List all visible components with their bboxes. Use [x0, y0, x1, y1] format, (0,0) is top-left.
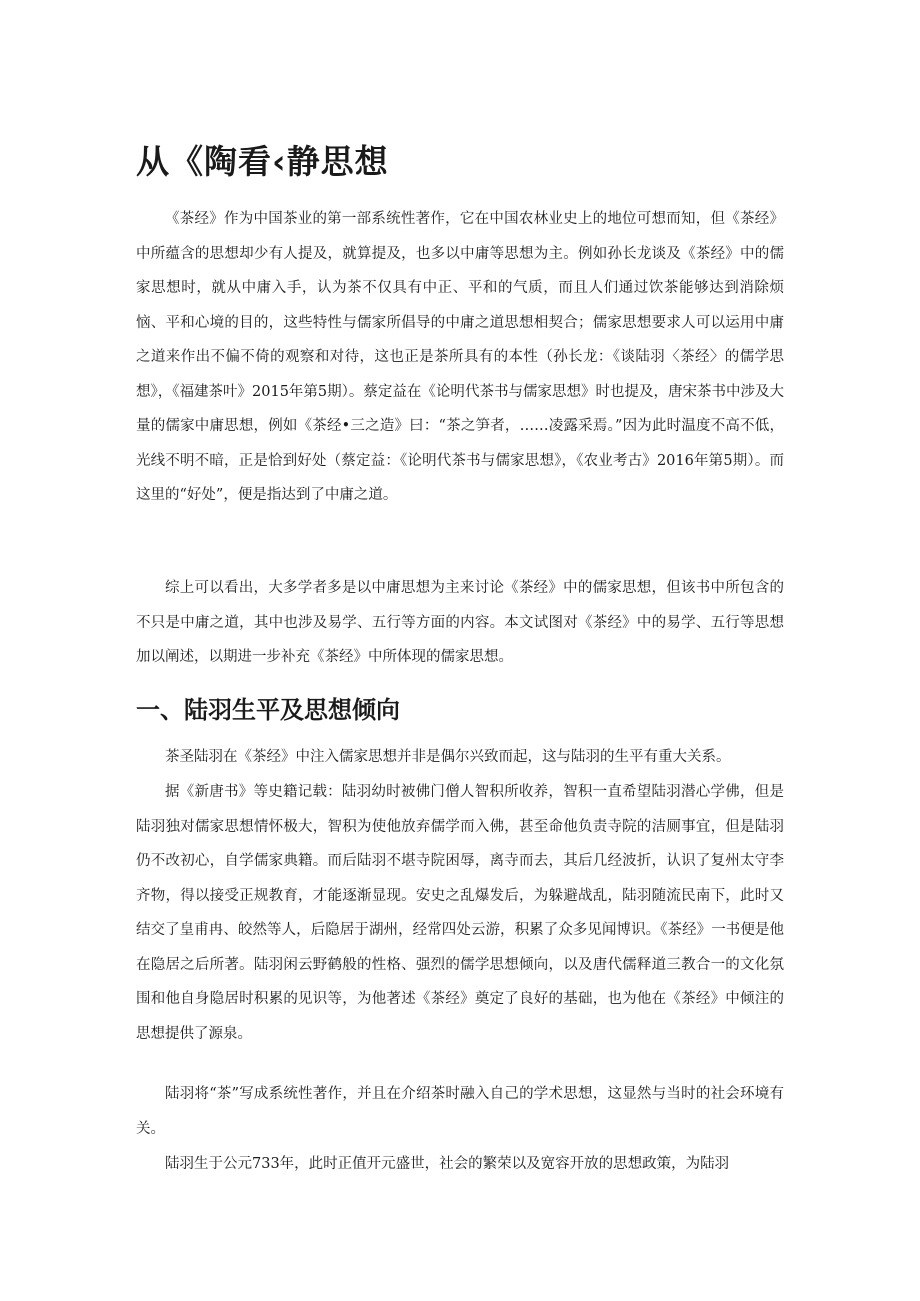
intro-paragraph-2: 综上可以看出，大多学者多是以中庸思想为主来讨论《茶经》中的儒家思想，但该书中所包含的不只是中庸之道，其中也涉及易学、五行等方面的内容。本文试图对《茶经》中的易学、五行等思想加以阐述，以期进一步补充《茶经》中所体现的儒家思想。: [136, 580, 784, 665]
section1-paragraph-4: 陆羽生于公元733年，此时正值开元盛世，社会的繁荣以及宽容开放的思想政策，为陆羽: [165, 1156, 730, 1172]
section-heading-1: 一、陆羽生平及思想倾向: [136, 696, 400, 724]
document-title: 从《陶看‹静思想: [136, 142, 389, 181]
section1-paragraph-3: 陆羽将“茶”写成系统性著作，并且在介绍茶时融入自己的学术思想，这显然与当时的社会环境有关。: [136, 1086, 784, 1137]
section1-paragraph-2: 据《新唐书》等史籍记载：陆羽幼时被佛门僧人智积所收养，智积一直希望陆羽潜心学佛，但是陆羽独对儒家思想情怀极大，智积为使他放弃儒学而入佛，甚至命他负责寺院的洁厕事宜，但是陆羽仍不改初心，自学儒家典籍。而后陆羽不堪寺院困辱，离寺而去，其后几经波折，认识了复州太守李齐物，得以接受正规教育，才能逐渐显现。安史之乱爆发后，为躲避战乱，陆羽随流民南下，此时又结交了皇甫冉、皎然等人，后隐居于湖州，经常四处云游，积累了众多见闻博识。《茶经》一书便是他在隐居之后所著。陆羽闲云野鹤般的性格、强烈的儒学思想倾向，以及唐代儒释道三教合一的文化氛围和他自身隐居时积累的见识等，为他著述《茶经》奠定了良好的基础，也为他在《茶经》中倾注的思想提供了源泉。: [136, 784, 784, 1042]
section1-paragraph-1: 茶圣陆羽在《茶经》中注入儒家思想并非是偶尔兴致而起，这与陆羽的生平有重大关系。: [165, 749, 731, 765]
intro-paragraph-1: 《茶经》作为中国茶业的第一部系统性著作，它在中国农林业史上的地位可想而知，但《茶经》中所蕴含的思想却少有人提及，就算提及，也多以中庸等思想为主。例如孙长龙谈及《茶经》中的儒家思想时，就从中庸入手，认为茶不仅具有中正、平和的气质，而且人们通过饮茶能够达到消除烦恼、平和心境的目的，这些特性与儒家所倡导的中庸之道思想相契合；儒家思想要求人可以运用中庸之道来作出不偏不倚的观察和对待，这也正是茶所具有的本性（孙长龙：《谈陆羽〈茶经〉的儒学思想》，《福建茶叶》2015年第5期）。蔡定益在《论明代茶书与儒家思想》时也提及，唐宋茶书中涉及大量的儒家中庸思想，例如《茶经•三之造》曰：“茶之笋者，……凌露采焉。”因为此时温度不高不低，光线不明不暗，正是恰到好处（蔡定益：《论明代茶书与儒家思想》，《农业考古》2016年第5期）。而这里的“好处”，便是指达到了中庸之道。: [136, 211, 784, 503]
